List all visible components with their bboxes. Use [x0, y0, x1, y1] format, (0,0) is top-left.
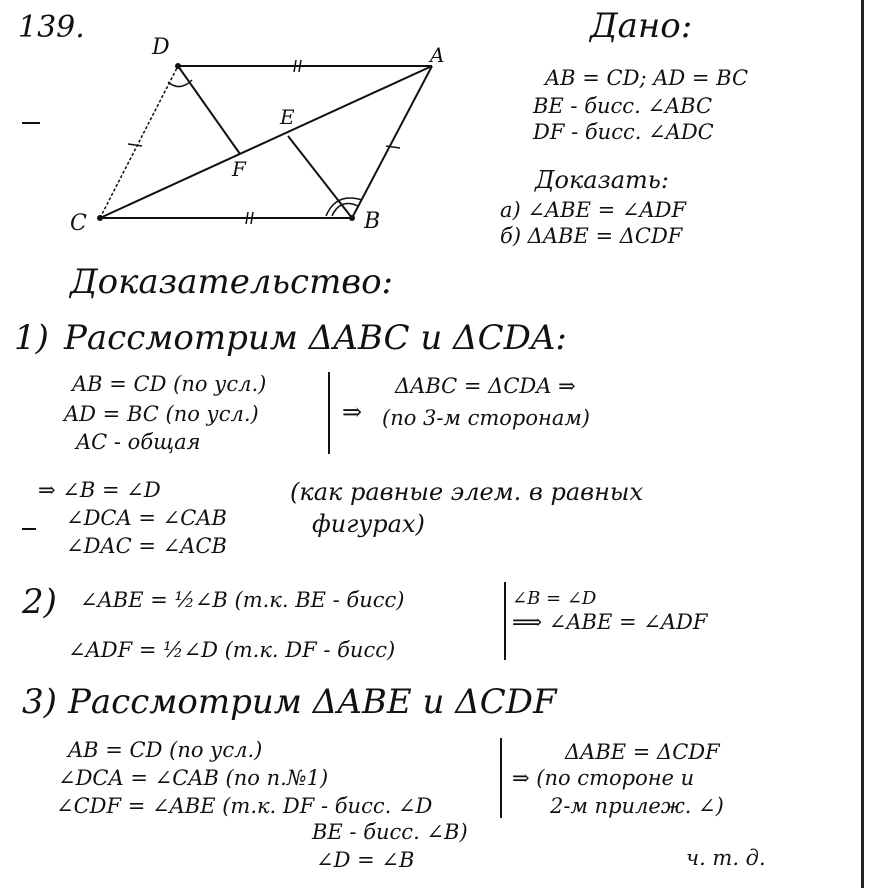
step1-result-1: ΔABC = ΔCDA ⇒ — [395, 374, 576, 398]
step1-cond-3: AC - общая — [76, 430, 201, 454]
step1-conc-2: ∠DCA = ∠CAB — [66, 506, 227, 530]
side-CD — [100, 66, 178, 218]
vertex-label-B: B — [364, 209, 381, 234]
prove-title: Доказать: — [535, 166, 669, 194]
step3-cond-5: ∠D = ∠B — [316, 848, 415, 872]
page-edge — [861, 0, 864, 888]
step2-line-2: ∠ADF = ½∠D (т.к. DF - бисс) — [68, 638, 396, 662]
step1-result-2: (по 3-м сторонам) — [382, 406, 590, 430]
step3-result-2: ⇒ (по стороне и — [512, 766, 695, 790]
step3-heading: Рассмотрим ΔABE и ΔCDF — [68, 682, 557, 722]
given-line-3: DF - бисс. ∠ADC — [533, 120, 714, 144]
given-line-1: AB = CD; AD = BC — [545, 66, 749, 90]
step1-note-1: (как равные элем. в равных — [290, 478, 644, 506]
point-label-F: F — [232, 157, 246, 181]
tick-mark — [251, 212, 253, 224]
diagonal-CA — [100, 66, 432, 218]
vertex-label-D: D — [152, 35, 170, 60]
bisector-DF — [178, 66, 240, 154]
brace-line — [328, 372, 330, 454]
step3-cond-4: BE - бисс. ∠B) — [312, 820, 468, 844]
given-title: Дано: — [590, 6, 693, 46]
tick-mark — [299, 60, 301, 72]
proof-title: Доказательство: — [70, 262, 394, 302]
vertex-label-A: A — [430, 43, 445, 67]
step3-result-1: ΔABE = ΔCDF — [565, 740, 720, 764]
step3-cond-1: AB = CD (по усл.) — [68, 738, 263, 762]
brace-line — [500, 738, 502, 818]
given-line-2: BE - бисс. ∠ABC — [533, 94, 713, 118]
step3-label: 3) — [22, 682, 57, 722]
step3-result-3: 2-м прилеж. ∠) — [550, 794, 724, 818]
step2-label: 2) — [22, 582, 57, 622]
bisector-BE — [288, 136, 352, 218]
step2-given-note: ∠B = ∠D — [512, 588, 597, 609]
step1-heading: Рассмотрим ΔABC и ΔCDA: — [64, 318, 567, 358]
step2-result: ⟹ ∠ABE = ∠ADF — [512, 610, 708, 634]
step1-conc-3: ∠DAC = ∠ACB — [66, 534, 227, 558]
step3-cond-3: ∠CDF = ∠ABE (т.к. DF - бисс. ∠D — [56, 794, 433, 818]
vertex-label-C: C — [70, 211, 87, 236]
prove-a: а) ∠ABE = ∠ADF — [500, 198, 687, 222]
point-label-E: E — [280, 105, 295, 129]
step1-cond-1: AB = CD (по усл.) — [72, 372, 267, 396]
step3-cond-2: ∠DCA = ∠CAB (по п.№1) — [58, 766, 329, 790]
margin-mark — [22, 122, 40, 124]
step2-line-1: ∠ABE = ½∠B (т.к. BE - бисс) — [80, 588, 405, 612]
parallelogram-diagram — [60, 30, 520, 280]
prove-b: б) ΔABE = ΔCDF — [500, 224, 683, 248]
step1-conc-1: ⇒ ∠B = ∠D — [38, 478, 161, 502]
step1-arrow: ⇒ — [342, 398, 363, 426]
margin-mark — [22, 528, 36, 530]
tick-mark — [294, 60, 296, 72]
step1-cond-2: AD = BC (по усл.) — [64, 402, 259, 426]
step1-label: 1) — [14, 318, 49, 358]
side-AB — [352, 66, 432, 218]
step1-note-2: фигурах) — [312, 510, 425, 538]
brace-line — [504, 582, 506, 660]
qed: ч. т. д. — [686, 846, 766, 870]
tick-mark — [246, 212, 248, 224]
problem-number: 139. — [18, 10, 85, 45]
tick-mark — [128, 144, 142, 146]
